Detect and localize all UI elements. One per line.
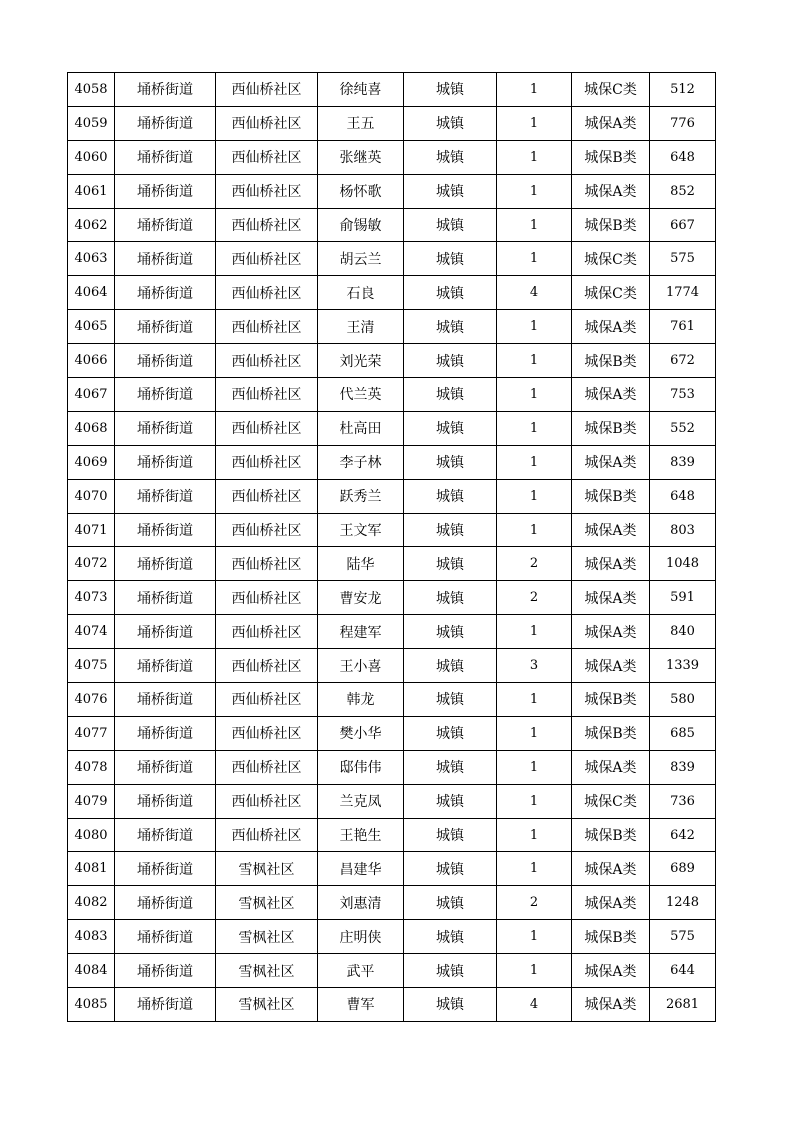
area-type-cell: 城镇 — [404, 852, 497, 886]
amount-cell: 840 — [650, 615, 716, 649]
insurance-category-cell: 城保A类 — [572, 750, 650, 784]
area-type-cell: 城镇 — [404, 784, 497, 818]
area-type-cell: 城镇 — [404, 818, 497, 852]
community-name-cell: 西仙桥社区 — [216, 784, 318, 818]
household-count-cell: 1 — [497, 208, 572, 242]
household-count-cell: 1 — [497, 852, 572, 886]
community-name-cell: 雪枫社区 — [216, 954, 318, 988]
household-count-cell: 1 — [497, 750, 572, 784]
community-name-cell: 西仙桥社区 — [216, 344, 318, 378]
table-row — [68, 106, 716, 140]
street-name-cell: 埇桥街道 — [115, 242, 216, 276]
amount-cell: 672 — [650, 344, 716, 378]
community-name-cell: 雪枫社区 — [216, 988, 318, 1022]
person-name-cell: 张继英 — [318, 140, 404, 174]
area-type-cell: 城镇 — [404, 683, 497, 717]
insurance-category-cell: 城保B类 — [572, 479, 650, 513]
record-id-cell: 4085 — [68, 988, 115, 1022]
record-id-cell: 4072 — [68, 547, 115, 581]
amount-cell: 648 — [650, 140, 716, 174]
area-type-cell: 城镇 — [404, 445, 497, 479]
insurance-category-cell: 城保B类 — [572, 818, 650, 852]
community-name-cell: 西仙桥社区 — [216, 174, 318, 208]
insurance-category-cell: 城保C类 — [572, 276, 650, 310]
table-row — [68, 547, 716, 581]
street-name-cell: 埇桥街道 — [115, 852, 216, 886]
household-count-cell: 1 — [497, 479, 572, 513]
table-row — [68, 242, 716, 276]
insurance-category-cell: 城保B类 — [572, 411, 650, 445]
amount-cell: 1339 — [650, 649, 716, 683]
area-type-cell: 城镇 — [404, 73, 497, 107]
table-row — [68, 615, 716, 649]
area-type-cell: 城镇 — [404, 276, 497, 310]
area-type-cell: 城镇 — [404, 716, 497, 750]
household-count-cell: 1 — [497, 920, 572, 954]
household-count-cell: 1 — [497, 683, 572, 717]
table-row — [68, 445, 716, 479]
record-id-cell: 4069 — [68, 445, 115, 479]
record-id-cell: 4076 — [68, 683, 115, 717]
person-name-cell: 李子林 — [318, 445, 404, 479]
area-type-cell: 城镇 — [404, 581, 497, 615]
street-name-cell: 埇桥街道 — [115, 208, 216, 242]
record-id-cell: 4077 — [68, 716, 115, 750]
community-name-cell: 雪枫社区 — [216, 852, 318, 886]
area-type-cell: 城镇 — [404, 378, 497, 412]
insurance-category-cell: 城保A类 — [572, 852, 650, 886]
community-name-cell: 西仙桥社区 — [216, 479, 318, 513]
area-type-cell: 城镇 — [404, 310, 497, 344]
household-count-cell: 2 — [497, 547, 572, 581]
area-type-cell: 城镇 — [404, 208, 497, 242]
person-name-cell: 程建军 — [318, 615, 404, 649]
community-name-cell: 西仙桥社区 — [216, 683, 318, 717]
record-id-cell: 4082 — [68, 886, 115, 920]
record-id-cell: 4058 — [68, 73, 115, 107]
insurance-category-cell: 城保C类 — [572, 784, 650, 818]
street-name-cell: 埇桥街道 — [115, 106, 216, 140]
person-name-cell: 王艳生 — [318, 818, 404, 852]
street-name-cell: 埇桥街道 — [115, 954, 216, 988]
community-name-cell: 雪枫社区 — [216, 886, 318, 920]
community-name-cell: 西仙桥社区 — [216, 445, 318, 479]
street-name-cell: 埇桥街道 — [115, 479, 216, 513]
insurance-category-cell: 城保B类 — [572, 208, 650, 242]
table-row — [68, 378, 716, 412]
amount-cell: 852 — [650, 174, 716, 208]
street-name-cell: 埇桥街道 — [115, 411, 216, 445]
household-count-cell: 1 — [497, 716, 572, 750]
area-type-cell: 城镇 — [404, 140, 497, 174]
amount-cell: 839 — [650, 445, 716, 479]
community-name-cell: 西仙桥社区 — [216, 513, 318, 547]
person-name-cell: 邸伟伟 — [318, 750, 404, 784]
table-row — [68, 344, 716, 378]
community-name-cell: 西仙桥社区 — [216, 581, 318, 615]
area-type-cell: 城镇 — [404, 649, 497, 683]
household-count-cell: 1 — [497, 411, 572, 445]
community-name-cell: 西仙桥社区 — [216, 716, 318, 750]
amount-cell: 642 — [650, 818, 716, 852]
insurance-category-cell: 城保B类 — [572, 683, 650, 717]
insurance-category-cell: 城保C类 — [572, 242, 650, 276]
record-id-cell: 4061 — [68, 174, 115, 208]
person-name-cell: 武平 — [318, 954, 404, 988]
area-type-cell: 城镇 — [404, 513, 497, 547]
table-row — [68, 73, 716, 107]
street-name-cell: 埇桥街道 — [115, 615, 216, 649]
household-count-cell: 1 — [497, 106, 572, 140]
area-type-cell: 城镇 — [404, 615, 497, 649]
insurance-category-cell: 城保B类 — [572, 920, 650, 954]
street-name-cell: 埇桥街道 — [115, 818, 216, 852]
amount-cell: 1774 — [650, 276, 716, 310]
amount-cell: 736 — [650, 784, 716, 818]
insurance-category-cell: 城保A类 — [572, 886, 650, 920]
street-name-cell: 埇桥街道 — [115, 174, 216, 208]
record-id-cell: 4066 — [68, 344, 115, 378]
insurance-category-cell: 城保A类 — [572, 513, 650, 547]
table-row — [68, 784, 716, 818]
record-id-cell: 4078 — [68, 750, 115, 784]
record-id-cell: 4070 — [68, 479, 115, 513]
insurance-category-cell: 城保C类 — [572, 73, 650, 107]
household-count-cell: 1 — [497, 818, 572, 852]
amount-cell: 512 — [650, 73, 716, 107]
record-id-cell: 4067 — [68, 378, 115, 412]
insurance-category-cell: 城保A类 — [572, 581, 650, 615]
household-count-cell: 1 — [497, 140, 572, 174]
area-type-cell: 城镇 — [404, 988, 497, 1022]
table-row — [68, 513, 716, 547]
record-id-cell: 4059 — [68, 106, 115, 140]
street-name-cell: 埇桥街道 — [115, 310, 216, 344]
table-row — [68, 174, 716, 208]
insurance-category-cell: 城保A类 — [572, 445, 650, 479]
person-name-cell: 昌建华 — [318, 852, 404, 886]
household-count-cell: 1 — [497, 615, 572, 649]
insurance-category-cell: 城保A类 — [572, 988, 650, 1022]
table-row — [68, 852, 716, 886]
area-type-cell: 城镇 — [404, 174, 497, 208]
household-count-cell: 1 — [497, 378, 572, 412]
table-row — [68, 208, 716, 242]
area-type-cell: 城镇 — [404, 886, 497, 920]
record-id-cell: 4062 — [68, 208, 115, 242]
person-name-cell: 胡云兰 — [318, 242, 404, 276]
amount-cell: 761 — [650, 310, 716, 344]
street-name-cell: 埇桥街道 — [115, 649, 216, 683]
area-type-cell: 城镇 — [404, 954, 497, 988]
record-id-cell: 4075 — [68, 649, 115, 683]
insurance-category-cell: 城保A类 — [572, 547, 650, 581]
household-count-cell: 4 — [497, 276, 572, 310]
table-row — [68, 310, 716, 344]
street-name-cell: 埇桥街道 — [115, 581, 216, 615]
street-name-cell: 埇桥街道 — [115, 73, 216, 107]
community-name-cell: 西仙桥社区 — [216, 106, 318, 140]
record-id-cell: 4064 — [68, 276, 115, 310]
street-name-cell: 埇桥街道 — [115, 378, 216, 412]
record-id-cell: 4083 — [68, 920, 115, 954]
street-name-cell: 埇桥街道 — [115, 988, 216, 1022]
household-count-cell: 1 — [497, 954, 572, 988]
amount-cell: 803 — [650, 513, 716, 547]
amount-cell: 575 — [650, 242, 716, 276]
person-name-cell: 曹安龙 — [318, 581, 404, 615]
area-type-cell: 城镇 — [404, 547, 497, 581]
area-type-cell: 城镇 — [404, 411, 497, 445]
amount-cell: 685 — [650, 716, 716, 750]
record-id-cell: 4074 — [68, 615, 115, 649]
street-name-cell: 埇桥街道 — [115, 276, 216, 310]
street-name-cell: 埇桥街道 — [115, 716, 216, 750]
street-name-cell: 埇桥街道 — [115, 750, 216, 784]
table-row — [68, 886, 716, 920]
amount-cell: 776 — [650, 106, 716, 140]
amount-cell: 648 — [650, 479, 716, 513]
insurance-category-cell: 城保A类 — [572, 615, 650, 649]
insurance-category-cell: 城保B类 — [572, 344, 650, 378]
person-name-cell: 曹军 — [318, 988, 404, 1022]
person-name-cell: 王清 — [318, 310, 404, 344]
insurance-category-cell: 城保B类 — [572, 716, 650, 750]
community-name-cell: 西仙桥社区 — [216, 310, 318, 344]
amount-cell: 580 — [650, 683, 716, 717]
insurance-category-cell: 城保A类 — [572, 310, 650, 344]
record-id-cell: 4071 — [68, 513, 115, 547]
amount-cell: 1248 — [650, 886, 716, 920]
area-type-cell: 城镇 — [404, 242, 497, 276]
table-row — [68, 140, 716, 174]
household-count-cell: 4 — [497, 988, 572, 1022]
street-name-cell: 埇桥街道 — [115, 784, 216, 818]
community-name-cell: 西仙桥社区 — [216, 140, 318, 174]
person-name-cell: 樊小华 — [318, 716, 404, 750]
household-count-cell: 1 — [497, 445, 572, 479]
insurance-category-cell: 城保A类 — [572, 954, 650, 988]
person-name-cell: 王文军 — [318, 513, 404, 547]
community-name-cell: 雪枫社区 — [216, 920, 318, 954]
household-count-cell: 1 — [497, 310, 572, 344]
area-type-cell: 城镇 — [404, 479, 497, 513]
street-name-cell: 埇桥街道 — [115, 886, 216, 920]
record-id-cell: 4060 — [68, 140, 115, 174]
insurance-category-cell: 城保A类 — [572, 649, 650, 683]
amount-cell: 1048 — [650, 547, 716, 581]
person-name-cell: 庄明侠 — [318, 920, 404, 954]
table-row — [68, 479, 716, 513]
street-name-cell: 埇桥街道 — [115, 344, 216, 378]
person-name-cell: 王五 — [318, 106, 404, 140]
community-name-cell: 西仙桥社区 — [216, 242, 318, 276]
person-name-cell: 石良 — [318, 276, 404, 310]
area-type-cell: 城镇 — [404, 106, 497, 140]
person-name-cell: 陆华 — [318, 547, 404, 581]
street-name-cell: 埇桥街道 — [115, 513, 216, 547]
person-name-cell: 刘惠清 — [318, 886, 404, 920]
person-name-cell: 杨怀歌 — [318, 174, 404, 208]
area-type-cell: 城镇 — [404, 750, 497, 784]
area-type-cell: 城镇 — [404, 920, 497, 954]
amount-cell: 552 — [650, 411, 716, 445]
insurance-category-cell: 城保A类 — [572, 106, 650, 140]
household-count-cell: 2 — [497, 886, 572, 920]
street-name-cell: 埇桥街道 — [115, 140, 216, 174]
record-id-cell: 4079 — [68, 784, 115, 818]
household-count-cell: 2 — [497, 581, 572, 615]
table-row — [68, 276, 716, 310]
household-count-cell: 1 — [497, 513, 572, 547]
street-name-cell: 埇桥街道 — [115, 445, 216, 479]
table-row — [68, 649, 716, 683]
insurance-category-cell: 城保A类 — [572, 174, 650, 208]
amount-cell: 667 — [650, 208, 716, 242]
amount-cell: 575 — [650, 920, 716, 954]
table-row — [68, 750, 716, 784]
community-name-cell: 西仙桥社区 — [216, 615, 318, 649]
community-name-cell: 西仙桥社区 — [216, 73, 318, 107]
record-id-cell: 4065 — [68, 310, 115, 344]
household-count-cell: 3 — [497, 649, 572, 683]
person-name-cell: 徐纯喜 — [318, 73, 404, 107]
records-table — [67, 72, 716, 1022]
street-name-cell: 埇桥街道 — [115, 920, 216, 954]
person-name-cell: 韩龙 — [318, 683, 404, 717]
community-name-cell: 西仙桥社区 — [216, 818, 318, 852]
household-count-cell: 1 — [497, 73, 572, 107]
household-count-cell: 1 — [497, 174, 572, 208]
area-type-cell: 城镇 — [404, 344, 497, 378]
community-name-cell: 西仙桥社区 — [216, 411, 318, 445]
amount-cell: 689 — [650, 852, 716, 886]
household-count-cell: 1 — [497, 784, 572, 818]
person-name-cell: 杜高田 — [318, 411, 404, 445]
community-name-cell: 西仙桥社区 — [216, 547, 318, 581]
person-name-cell: 刘光荣 — [318, 344, 404, 378]
street-name-cell: 埇桥街道 — [115, 683, 216, 717]
record-id-cell: 4084 — [68, 954, 115, 988]
record-id-cell: 4073 — [68, 581, 115, 615]
record-id-cell: 4063 — [68, 242, 115, 276]
amount-cell: 2681 — [650, 988, 716, 1022]
amount-cell: 591 — [650, 581, 716, 615]
insurance-category-cell: 城保A类 — [572, 378, 650, 412]
table-row — [68, 920, 716, 954]
person-name-cell: 代兰英 — [318, 378, 404, 412]
record-id-cell: 4081 — [68, 852, 115, 886]
street-name-cell: 埇桥街道 — [115, 547, 216, 581]
amount-cell: 753 — [650, 378, 716, 412]
community-name-cell: 西仙桥社区 — [216, 378, 318, 412]
record-id-cell: 4068 — [68, 411, 115, 445]
amount-cell: 644 — [650, 954, 716, 988]
community-name-cell: 西仙桥社区 — [216, 276, 318, 310]
insurance-category-cell: 城保B类 — [572, 140, 650, 174]
record-id-cell: 4080 — [68, 818, 115, 852]
community-name-cell: 西仙桥社区 — [216, 750, 318, 784]
community-name-cell: 西仙桥社区 — [216, 208, 318, 242]
person-name-cell: 王小喜 — [318, 649, 404, 683]
person-name-cell: 俞锡敏 — [318, 208, 404, 242]
amount-cell: 839 — [650, 750, 716, 784]
community-name-cell: 西仙桥社区 — [216, 649, 318, 683]
person-name-cell: 跃秀兰 — [318, 479, 404, 513]
table-row — [68, 581, 716, 615]
table-row — [68, 988, 716, 1022]
household-count-cell: 1 — [497, 344, 572, 378]
table-row — [68, 683, 716, 717]
table-row — [68, 716, 716, 750]
household-count-cell: 1 — [497, 242, 572, 276]
table-row — [68, 954, 716, 988]
table-row — [68, 411, 716, 445]
person-name-cell: 兰克凤 — [318, 784, 404, 818]
table-row — [68, 818, 716, 852]
